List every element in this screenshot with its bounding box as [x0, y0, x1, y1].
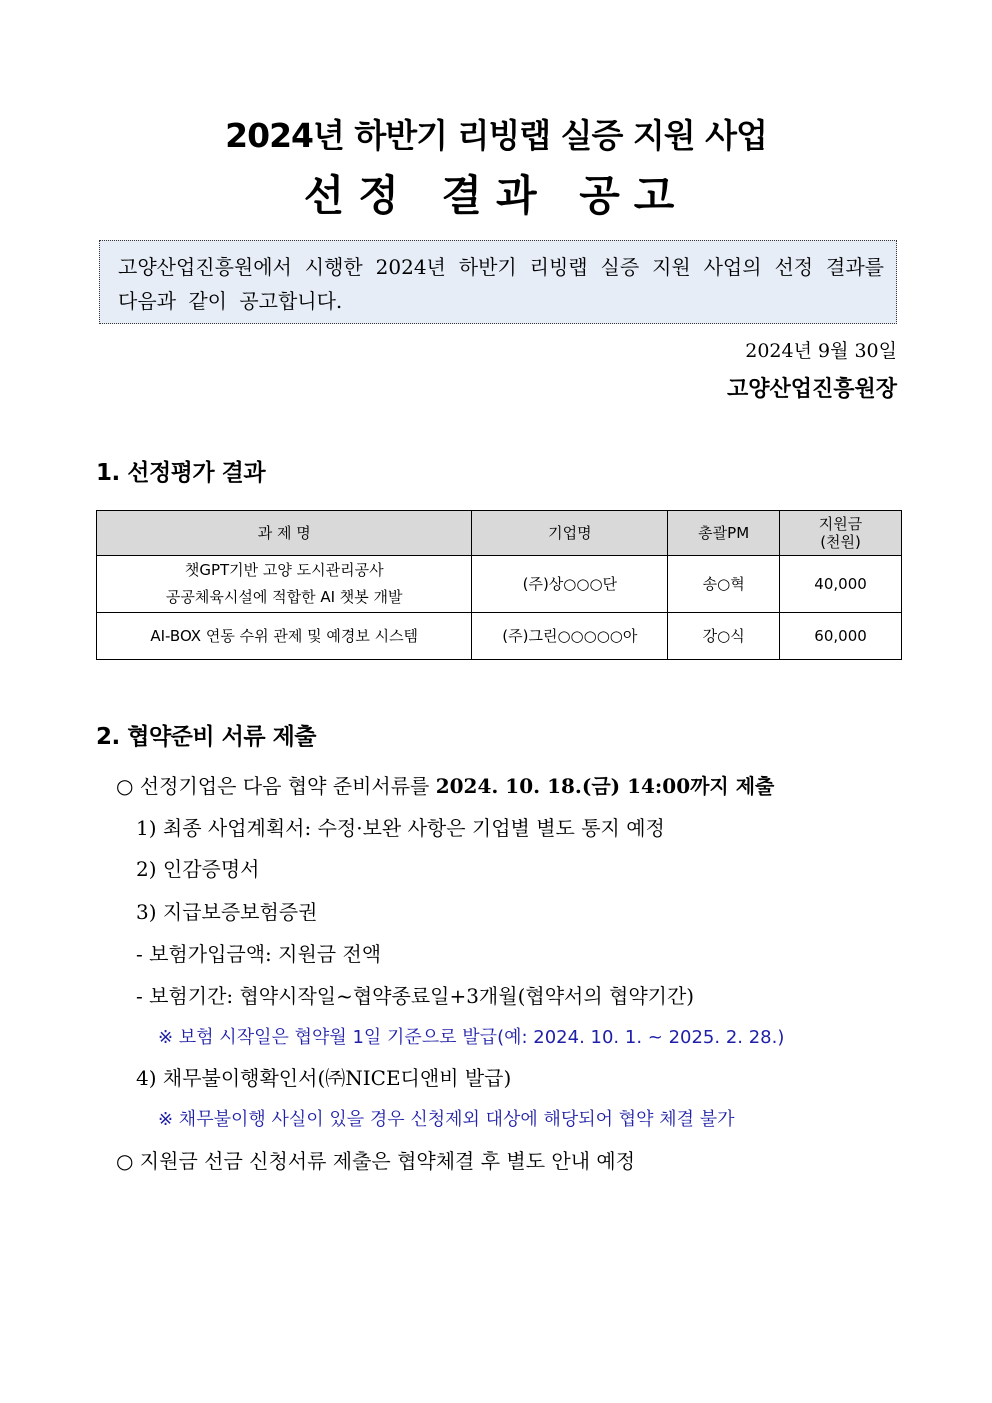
selection-results-table: [96, 510, 902, 660]
company-name: (주)상○○○단: [472, 556, 668, 613]
project-name: [97, 556, 472, 613]
deadline-text: 2024. 10. 18.(금) 14:00까지 제출: [435, 774, 775, 798]
table-row: [97, 556, 902, 613]
default-note: ※ 채무불이행 사실이 있을 경우 신청제외 대상에 해당되어 협약 체결 불가: [158, 1109, 735, 1130]
section2-heading: 2. 협약준비 서류 제출: [96, 724, 317, 750]
list-item: 2) 인감증명서: [136, 857, 260, 881]
insurance-note: ※ 보험 시작일은 협약월 1일 기준으로 발급(예: 2024. 10. 1. ~ 2025. 2. 28.): [158, 1027, 785, 1048]
pm-name: 강○식: [668, 613, 780, 660]
list-subitem: - 보험가입금액: 지원금 전액: [136, 942, 382, 966]
list-item: 1) 최종 사업계획서: 수정·보완 사항은 기업별 별도 통지 예정: [136, 816, 665, 840]
intro-box: [99, 240, 897, 324]
project-name: AI-BOX 연동 수위 관제 및 예경보 시스템: [97, 613, 472, 660]
notice-issuer: 고양산업진흥원장: [726, 376, 897, 402]
header-pm: 총괄PM: [668, 511, 780, 556]
header-project: 과 제 명: [97, 511, 472, 556]
pm-name: 송○혁: [668, 556, 780, 613]
page-subtitle: 선정 결과 공고: [303, 171, 689, 220]
advance-payment-bullet: ○ 지원금 선금 신청서류 제출은 협약체결 후 별도 안내 예정: [116, 1149, 636, 1173]
page-title: 2024년 하반기 리빙랩 실증 지원 사업: [225, 116, 767, 155]
header-amount: 지원금 (천원): [780, 511, 902, 556]
company-name: (주)그린○○○○○아: [472, 613, 668, 660]
grant-amount: 40,000: [780, 556, 902, 613]
table-header-row: [97, 511, 902, 556]
list-subitem: - 보험기간: 협약시작일~협약종료일+3개월(협약서의 협약기간): [136, 984, 695, 1008]
table-row: [97, 613, 902, 660]
project-name-line: 공공체육시설에 적합한 AI 챗봇 개발: [165, 588, 403, 606]
project-name-line: 챗GPT기반 고양 도시관리공사: [184, 561, 384, 579]
grant-amount: 60,000: [780, 613, 902, 660]
notice-date: 2024년 9월 30일: [745, 340, 897, 362]
submission-deadline-bullet: [116, 770, 774, 799]
intro-text: 고양산업진흥원에서 시행한 2024년 하반기 리빙랩 실증 지원 사업의 선정 결과를 다음과 같이 공고합니다.: [118, 255, 884, 313]
list-item: 4) 채무불이행확인서(㈜NICE디앤비 발급): [136, 1066, 512, 1090]
bullet-text: ○ 선정기업은 다음 협약 준비서류를: [116, 774, 436, 798]
list-item: 3) 지급보증보험증권: [136, 900, 318, 924]
section1-heading: 1. 선정평가 결과: [96, 460, 266, 486]
header-company: 기업명: [472, 511, 668, 556]
